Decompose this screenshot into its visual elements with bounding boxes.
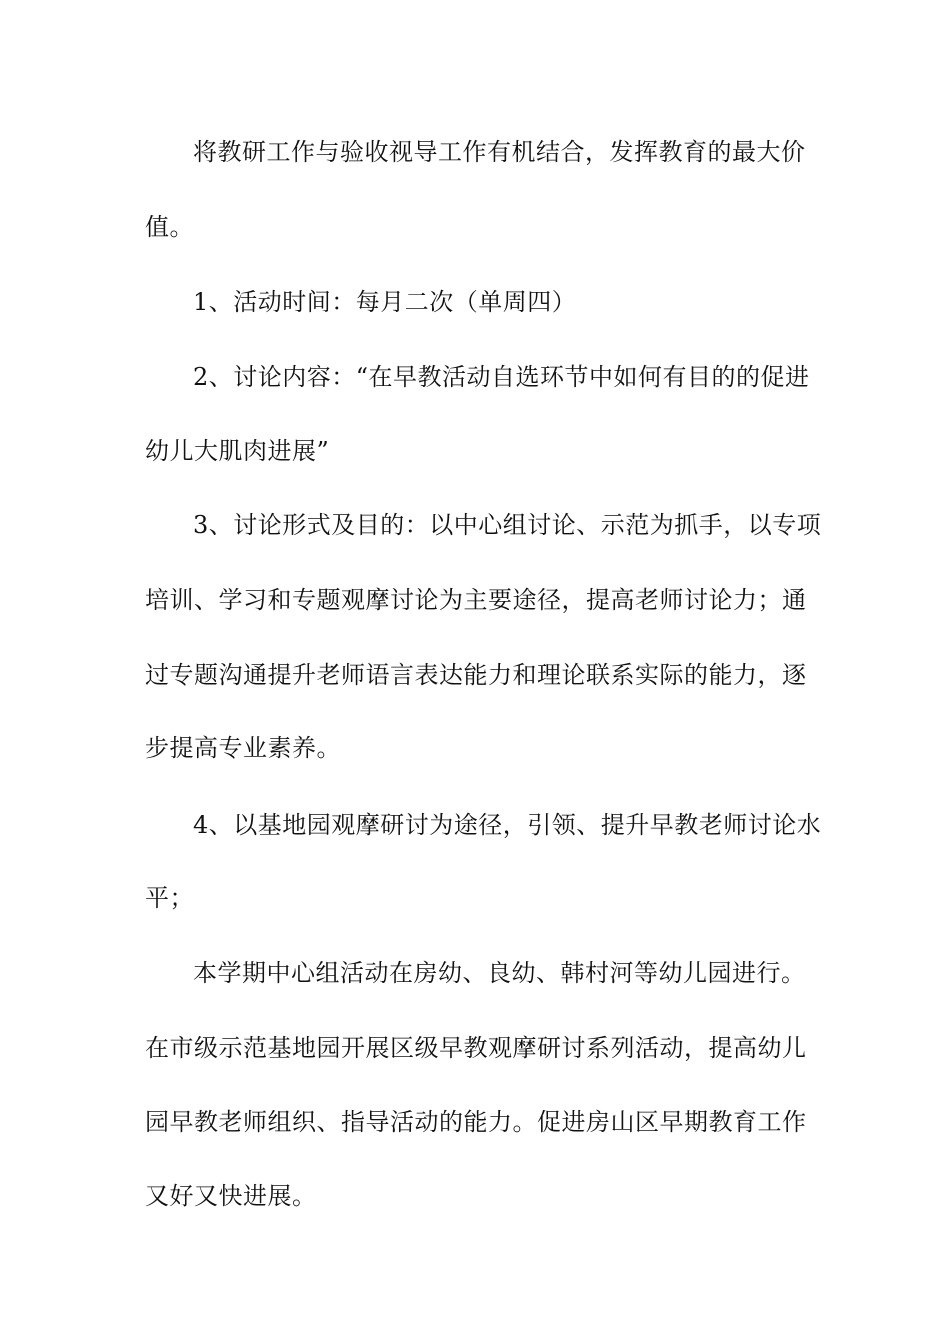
- paragraph-line: 步提高专业素养。: [145, 734, 341, 762]
- paragraph-line: 又好又快进展。: [145, 1182, 317, 1210]
- paragraph-line: 园早教老师组织、指导活动的能力。促进房山区早期教育工作: [145, 1108, 807, 1136]
- paragraph-line: 培训、学习和专题观摩讨论为主要途径，提高老师讨论力；通: [145, 586, 807, 614]
- paragraph-line: 1、活动时间：每月二次（单周四）: [193, 288, 577, 316]
- paragraph-line: 本学期中心组活动在房幼、良幼、韩村河等幼儿园进行。: [193, 959, 806, 987]
- paragraph-line: 值。: [145, 213, 194, 241]
- paragraph-line: 过专题沟通提升老师语言表达能力和理论联系实际的能力，逐: [145, 661, 807, 689]
- paragraph-line: 2、讨论内容：“在早教活动自选环节中如何有目的的促进: [193, 363, 810, 391]
- paragraph-line: 3、讨论形式及目的：以中心组讨论、示范为抓手，以专项: [193, 511, 822, 539]
- paragraph-line: 在市级示范基地园开展区级早教观摩研讨系列活动，提高幼儿: [145, 1034, 807, 1062]
- paragraph-line: 平；: [145, 884, 194, 912]
- paragraph-line: 将教研工作与验收视导工作有机结合，发挥教育的最大价: [193, 138, 806, 166]
- paragraph-line: 4、以基地园观摩研讨为途径，引领、提升早教老师讨论水: [193, 811, 822, 839]
- paragraph-line: 幼儿大肌肉进展”: [145, 437, 330, 465]
